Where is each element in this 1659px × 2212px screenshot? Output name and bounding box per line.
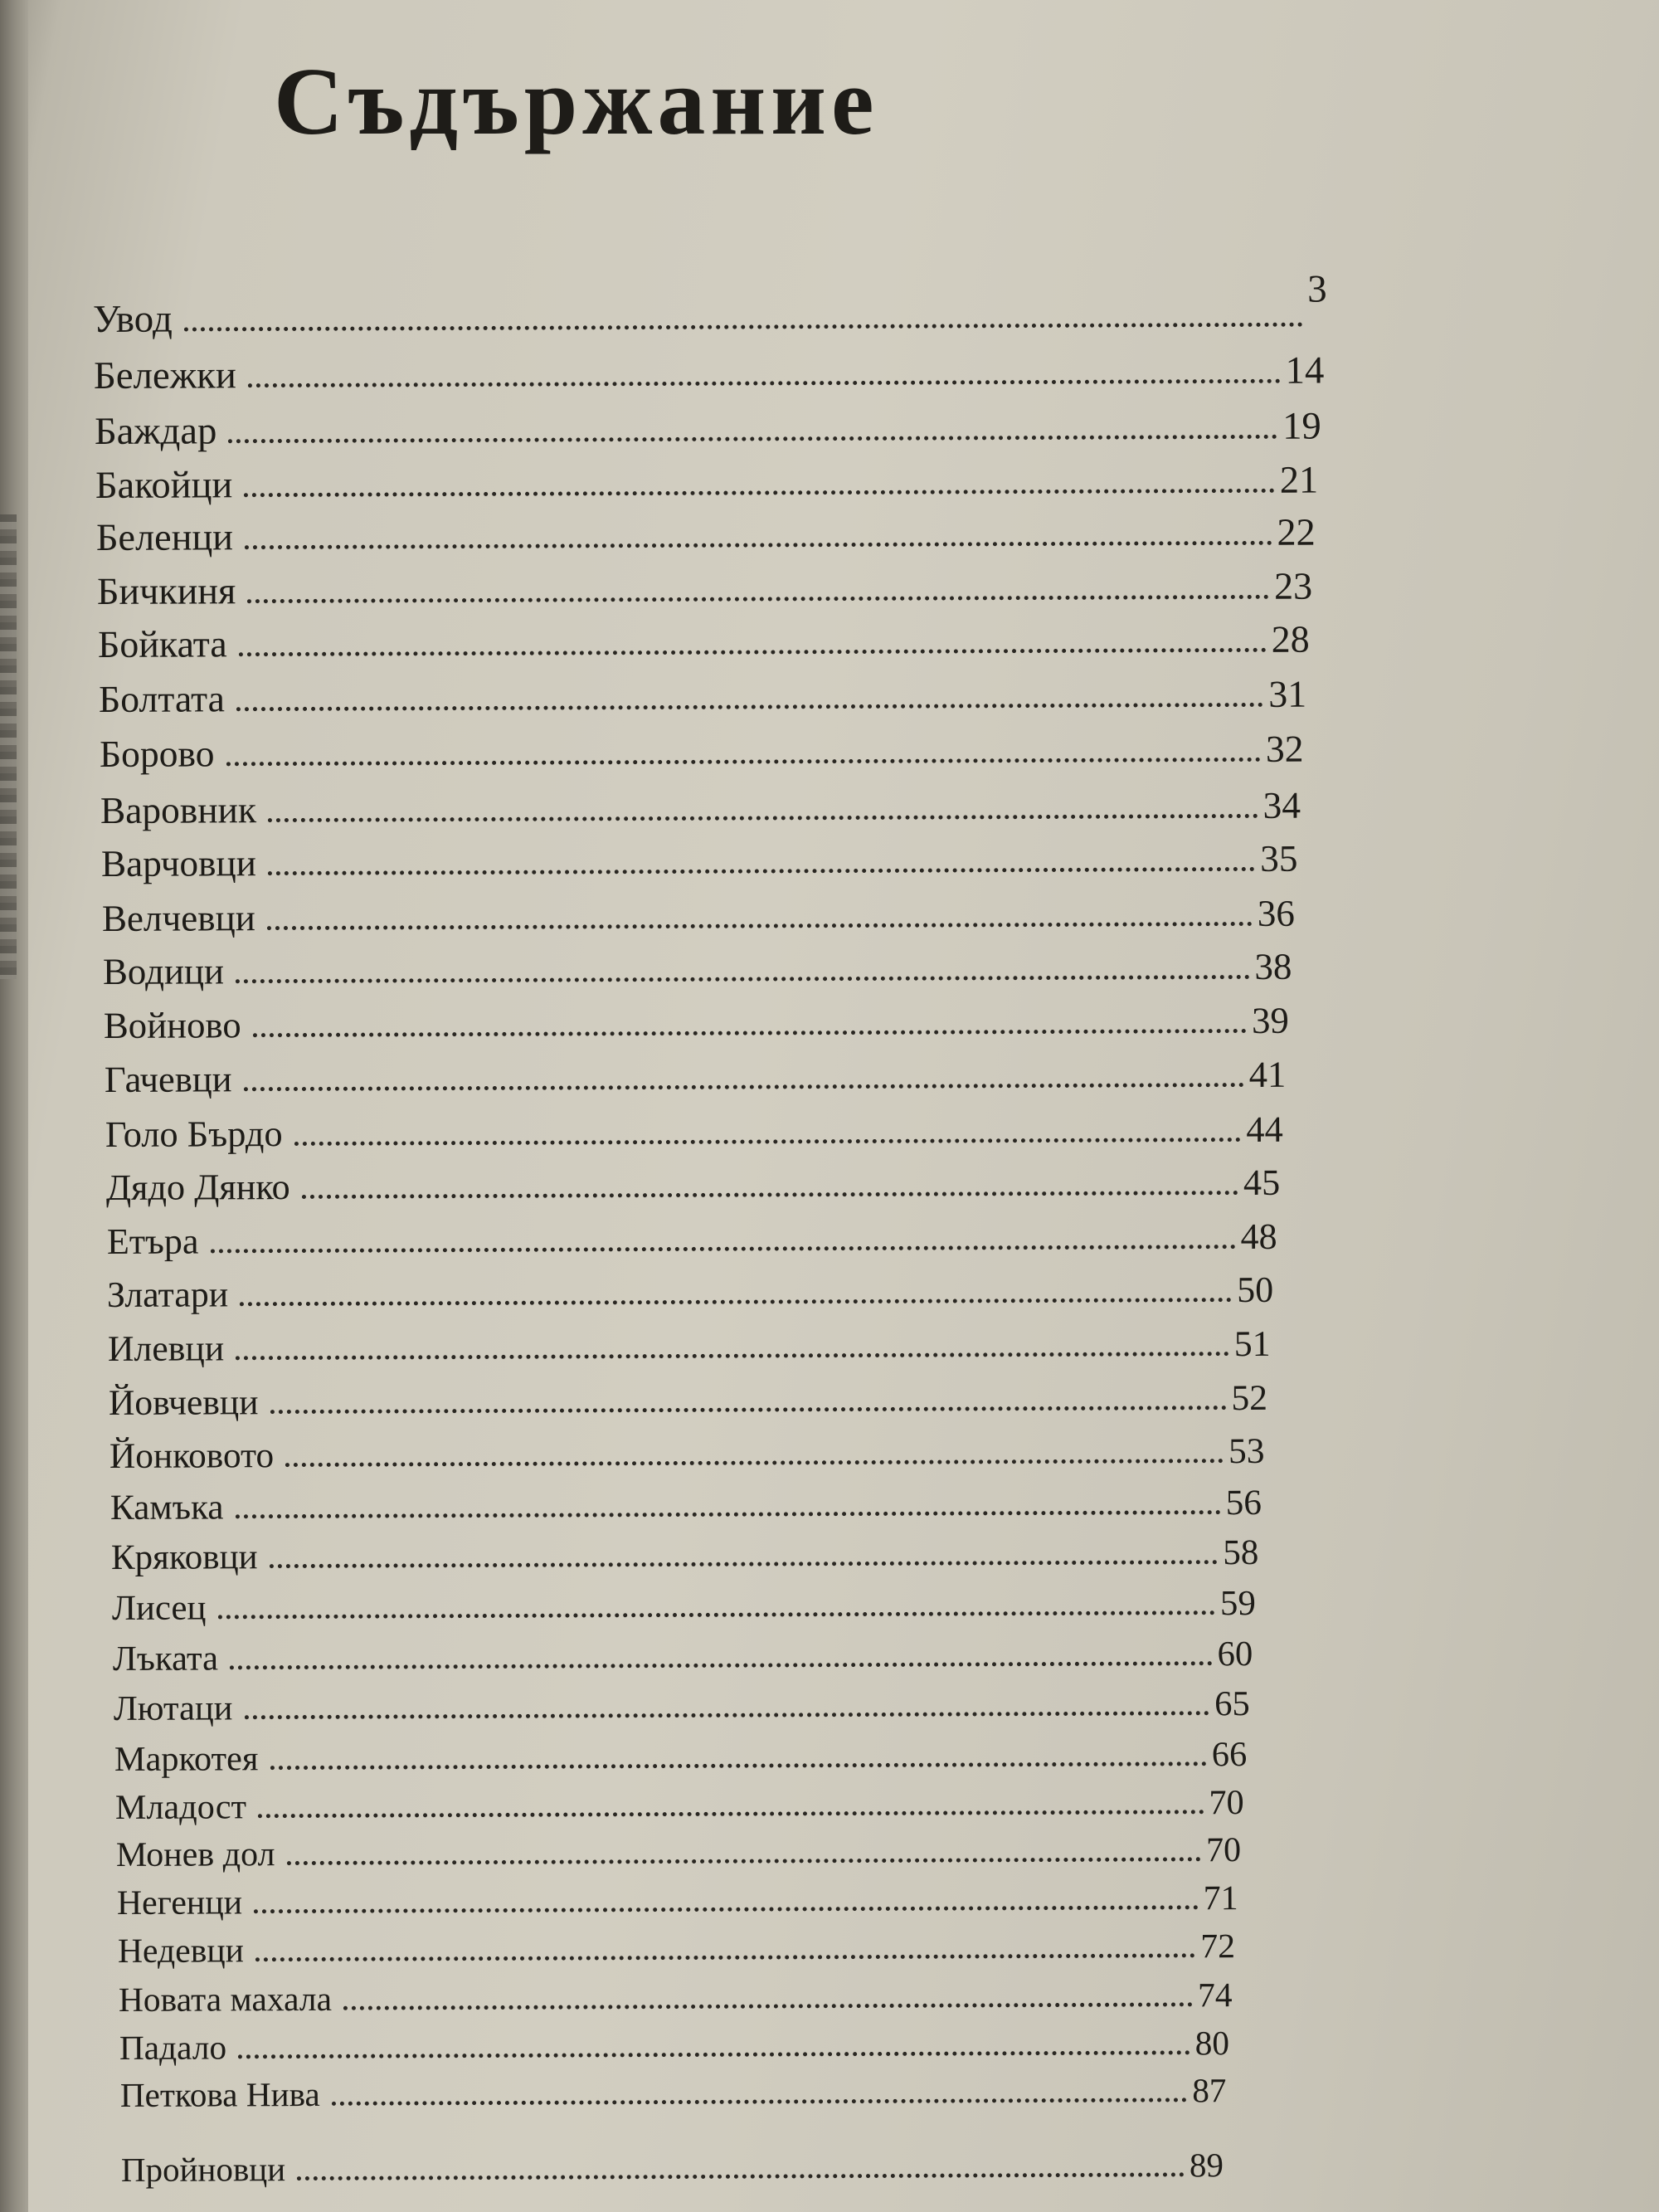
- toc-entry-page-number: 71: [1203, 1879, 1238, 1918]
- toc-entry: [113, 1634, 1253, 1679]
- toc-entry: [106, 1216, 1277, 1263]
- toc-entry-name: Варчовци: [100, 841, 256, 884]
- toc-entry-page-number: 28: [1271, 617, 1310, 660]
- toc-entry: [100, 836, 1297, 884]
- dot-leader: [268, 813, 1258, 821]
- dot-leader: [238, 2050, 1190, 2059]
- dot-leader: [294, 1138, 1241, 1146]
- dot-leader: [236, 1352, 1230, 1360]
- dot-leader: [287, 1857, 1202, 1865]
- dot-leader: [270, 1761, 1207, 1770]
- toc-entry: [109, 1430, 1265, 1477]
- toc-entry-page-number: 70: [1209, 1782, 1244, 1823]
- toc-entry-page-number: 19: [1282, 404, 1321, 449]
- toc-entry: [117, 1878, 1238, 1923]
- toc-entry-name: Йонковото: [109, 1435, 275, 1476]
- dot-leader: [210, 1245, 1235, 1253]
- toc-entry: [104, 1053, 1286, 1101]
- toc-entry: [105, 1162, 1280, 1209]
- toc-entry: [120, 2070, 1227, 2115]
- dot-leader: [248, 379, 1281, 387]
- toc-entry: [114, 1683, 1250, 1729]
- toc-entry-page-number: 34: [1262, 783, 1301, 826]
- toc-entry: [121, 2145, 1224, 2190]
- toc-entry-page-number: 50: [1237, 1269, 1274, 1311]
- toc-entry-name: Кряковци: [111, 1537, 259, 1577]
- dot-leader: [254, 1905, 1199, 1913]
- toc-entry-name: Падало: [119, 2028, 227, 2067]
- dot-leader: [343, 2003, 1193, 2010]
- toc-entry-page-number: 52: [1231, 1378, 1268, 1419]
- dot-leader: [218, 1610, 1216, 1619]
- toc-entry-name: Водици: [102, 950, 224, 993]
- toc-entry-name: Лютаци: [114, 1688, 233, 1729]
- toc-entry-page-number: 31: [1267, 672, 1306, 716]
- toc-entry-page-number: 32: [1265, 728, 1304, 771]
- toc-entry-page-number: 56: [1225, 1482, 1262, 1523]
- toc-entry: [95, 404, 1321, 454]
- toc-entry: [105, 1107, 1282, 1155]
- dot-leader: [228, 435, 1277, 444]
- toc-entry-page-number: 35: [1259, 837, 1298, 879]
- dot-leader: [236, 975, 1249, 983]
- page-title: Съдържание: [274, 49, 879, 155]
- toc-entry-page-number: 39: [1251, 999, 1289, 1042]
- toc-entry-page-number: 66: [1211, 1734, 1248, 1774]
- toc-entry-name: Увод: [92, 297, 173, 341]
- toc-entry: [102, 945, 1292, 993]
- toc-entry-name: Камъка: [110, 1487, 225, 1527]
- toc-entry-name: Болтата: [98, 677, 225, 721]
- toc-entry: [94, 348, 1325, 398]
- toc-entry-name: Лъката: [113, 1639, 219, 1679]
- toc-entry-name: Беленци: [95, 515, 233, 559]
- dot-leader: [230, 1661, 1213, 1669]
- dot-leader: [270, 1560, 1219, 1568]
- toc-entry-page-number: 3: [1307, 267, 1327, 311]
- toc-entry-page-number: 21: [1279, 459, 1319, 502]
- toc-entry-page-number: 53: [1228, 1430, 1265, 1471]
- toc-entry: [119, 2023, 1229, 2068]
- dot-leader: [236, 703, 1263, 711]
- toc-entry-page-number: 65: [1214, 1684, 1251, 1724]
- toc-entry: [100, 782, 1301, 831]
- dot-leader: [184, 323, 1303, 332]
- toc-entry: [115, 1782, 1244, 1828]
- toc-entry: [107, 1269, 1273, 1316]
- toc-entry-name: Маркотея: [114, 1738, 259, 1779]
- toc-entry-name: Йовчевци: [109, 1382, 260, 1424]
- toc-entry-name: Бакойци: [95, 463, 233, 507]
- toc-entry-page-number: 89: [1189, 2146, 1224, 2185]
- toc-entry-page-number: 80: [1194, 2023, 1230, 2062]
- toc-entry-page-number: 87: [1192, 2071, 1227, 2110]
- toc-entry-page-number: 60: [1217, 1635, 1253, 1674]
- toc-entry-name: Илевци: [108, 1328, 225, 1370]
- toc-entry-name: Гачевци: [104, 1058, 232, 1101]
- toc-entry-page-number: 22: [1277, 511, 1316, 554]
- toc-entry-page-number: 23: [1273, 564, 1313, 607]
- toc-entry-name: Велчевци: [101, 897, 255, 939]
- toc-entry: [95, 458, 1319, 507]
- toc-entry-page-number: 72: [1200, 1927, 1236, 1966]
- dot-leader: [252, 1029, 1246, 1037]
- toc-entry-page-number: 45: [1243, 1162, 1280, 1203]
- toc-entry-page-number: 41: [1248, 1054, 1286, 1096]
- dot-leader: [297, 2172, 1185, 2180]
- toc-entry-page-number: 74: [1197, 1976, 1233, 2015]
- toc-entry-name: Негенци: [116, 1883, 243, 1923]
- dot-leader: [255, 1954, 1195, 1962]
- toc-entry: [97, 563, 1312, 612]
- toc-entry: [96, 510, 1316, 559]
- dot-leader: [241, 1298, 1233, 1306]
- toc-entry-name: Войново: [103, 1004, 241, 1047]
- dot-leader: [332, 2098, 1188, 2106]
- dot-leader: [236, 1510, 1221, 1518]
- toc-entry-name: Дядо Дянко: [105, 1166, 290, 1208]
- toc-entry-page-number: 59: [1220, 1584, 1257, 1624]
- dot-leader: [239, 648, 1267, 656]
- toc-entry: [111, 1532, 1259, 1578]
- toc-entry-name: Бичкиня: [96, 569, 236, 612]
- toc-entry-name: Петкова Нива: [119, 2074, 320, 2114]
- dot-leader: [243, 1083, 1243, 1091]
- toc-entry-page-number: 51: [1234, 1324, 1272, 1365]
- toc-entry-name: Варовник: [100, 787, 256, 831]
- toc-entry-name: Пройновци: [120, 2150, 286, 2189]
- toc-entry: [112, 1583, 1256, 1629]
- dot-leader: [226, 758, 1260, 766]
- toc-entry-name: Лисец: [112, 1588, 207, 1629]
- dot-leader: [245, 540, 1272, 548]
- toc-entry: [119, 1976, 1233, 2020]
- toc-entry-page-number: 58: [1223, 1532, 1259, 1573]
- toc-entry: [100, 727, 1304, 776]
- toc-entry: [92, 267, 1327, 342]
- toc-entry-page-number: 48: [1239, 1216, 1277, 1257]
- toc-entry-page-number: 14: [1285, 348, 1325, 392]
- toc-entry-name: Новата махала: [118, 1980, 333, 2020]
- toc-entry: [99, 672, 1306, 721]
- dot-leader: [258, 1810, 1204, 1818]
- dot-leader: [245, 1712, 1210, 1720]
- toc-entry: [101, 892, 1294, 940]
- dot-leader: [301, 1191, 1238, 1199]
- dot-leader: [268, 867, 1255, 875]
- toc-entry-name: Недевци: [117, 1932, 245, 1971]
- toc-entry-name: Голо Бърдо: [105, 1112, 283, 1155]
- dot-leader: [267, 922, 1253, 930]
- dot-leader: [247, 595, 1269, 603]
- toc-entry-page-number: 44: [1245, 1108, 1283, 1150]
- toc-entry: [116, 1830, 1241, 1875]
- toc-entry-name: Младост: [114, 1787, 247, 1827]
- toc-entry-page-number: 38: [1253, 945, 1292, 987]
- toc-entry-name: Бойката: [97, 622, 227, 666]
- toc-entry-name: Бележки: [93, 353, 236, 398]
- toc-entry: [109, 1377, 1267, 1424]
- dot-leader: [286, 1459, 1224, 1467]
- toc-entry: [118, 1927, 1235, 1971]
- toc-entry-page-number: 36: [1257, 892, 1295, 934]
- toc-entry: [114, 1734, 1248, 1780]
- toc-entry: [98, 617, 1310, 666]
- toc-entry: [110, 1482, 1262, 1528]
- toc-entry-name: Златари: [107, 1274, 229, 1316]
- dot-leader: [244, 488, 1275, 496]
- toc-entry-page-number: 70: [1206, 1831, 1242, 1870]
- toc-entry-name: Монев дол: [115, 1835, 275, 1874]
- toc-entry-name: Борово: [99, 732, 215, 776]
- toc-entry-name: Етъра: [106, 1220, 199, 1262]
- dot-leader: [270, 1406, 1227, 1415]
- toc-entry: [103, 999, 1288, 1047]
- toc-entry: [108, 1323, 1271, 1370]
- toc-entry-name: Баждар: [94, 409, 217, 454]
